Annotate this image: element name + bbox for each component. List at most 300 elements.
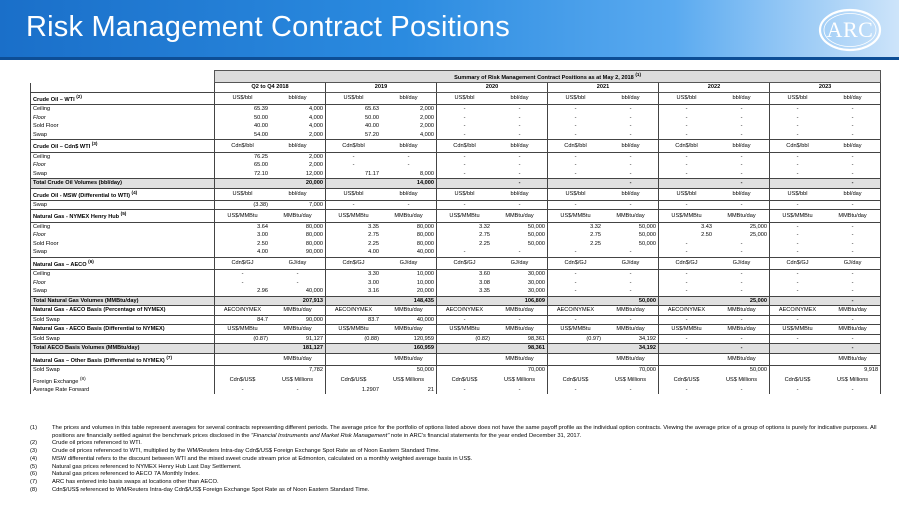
value-cell: - [270, 270, 326, 279]
footnote [30, 487, 880, 495]
footnote-text [52, 440, 880, 448]
unit-cell: GJ/day [825, 257, 881, 269]
footnote [30, 440, 880, 448]
unit-cell: MMBtu/day [270, 210, 326, 222]
value-cell: - [685, 279, 688, 286]
value-cell [770, 179, 826, 189]
value-cell: - [463, 249, 466, 256]
value-cell: - [270, 279, 326, 288]
row-label-text: Ceiling [33, 153, 51, 160]
row-label [31, 334, 215, 344]
value-cell: 3.08 [479, 279, 490, 286]
value-cell: 2,000 [270, 161, 326, 170]
unit-cell: US$/MMBtu [215, 325, 271, 335]
value-cell: - [492, 114, 548, 123]
row-label [31, 257, 215, 269]
value-cell: - [825, 334, 881, 344]
footnote-body: Cdn$/US$ referenced to WM/Reuters Intra-day Cdn$/US$ Foreign Exchange Spot Rate as of Noon Eastern Standard Time. [52, 486, 370, 493]
row-label [31, 152, 215, 161]
value-cell: - [603, 122, 659, 131]
value-cell: 2.25 [368, 240, 379, 247]
row-label-text: Floor [33, 232, 46, 239]
value-cell: 25,000 [714, 296, 770, 306]
value-cell: - [714, 179, 770, 189]
footnotes [30, 425, 880, 494]
unit-cell: bbl/day [714, 140, 770, 152]
value-cell: 50,000 [492, 231, 548, 240]
table-row [31, 344, 881, 354]
unit-cell: bbl/day [381, 92, 437, 104]
year-header: 2022 [659, 83, 770, 93]
table-row [31, 386, 881, 395]
value-cell: - [603, 200, 659, 210]
value-cell: 3.16 [368, 288, 379, 295]
value-cell: 40,000 [381, 248, 437, 257]
value-cell [437, 344, 493, 354]
value-cell: - [714, 344, 770, 354]
unit-cell [326, 353, 382, 365]
value-cell: 4.00 [257, 249, 268, 256]
footnote-body: Crude oil prices referenced to WTI, multiplied by the WM/Reuters Intra-day Cdn$/US$ Foreign Exchange Spot Rate as of Noon Eastern Standard Time. [52, 448, 441, 455]
unit-cell: MMBtu/day [492, 306, 548, 316]
unit-cell: US$/MMBtu [659, 210, 715, 222]
row-label-text: Total Natural Gas Volumes (MMBtu/day) [33, 297, 139, 304]
value-cell: - [270, 386, 326, 395]
value-cell: 40,000 [381, 315, 437, 325]
value-cell: 30,000 [492, 270, 548, 279]
row-label [31, 375, 215, 386]
unit-cell: GJ/day [603, 257, 659, 269]
unit-cell: US$ Millions [714, 375, 770, 386]
year-header: 2020 [437, 83, 548, 93]
value-cell: - [603, 131, 659, 140]
value-cell: - [685, 114, 688, 121]
value-cell: - [825, 114, 881, 123]
risk-management-table [30, 70, 881, 394]
row-label-text: Natural Gas - AECO Basis (Percentage of NYMEX) [33, 307, 166, 314]
value-cell: 30,000 [492, 287, 548, 296]
unit-cell: US$/MMBtu [770, 325, 826, 335]
unit-cell: US$/bbl [326, 92, 382, 104]
value-cell: 12,000 [270, 170, 326, 179]
value-cell: - [714, 287, 770, 296]
row-label [31, 366, 215, 375]
unit-cell: MMBtu/day [270, 306, 326, 316]
unit-cell [659, 353, 715, 365]
value-cell: 90,000 [270, 248, 326, 257]
value-cell: 148,435 [381, 296, 437, 306]
value-cell: 2.50 [257, 240, 268, 247]
footnote-text [52, 479, 880, 487]
table-row [31, 325, 881, 335]
value-cell: 98,361 [492, 334, 548, 344]
value-cell: - [685, 153, 688, 160]
value-cell: - [714, 315, 770, 325]
value-cell: - [574, 153, 577, 160]
value-cell: 2.25 [479, 240, 490, 247]
row-label-text: Crude Oil – Cdn$ WTI [33, 144, 91, 151]
value-cell: - [825, 240, 881, 249]
value-cell: - [603, 114, 659, 123]
table-row [31, 279, 881, 288]
value-cell: - [352, 153, 355, 160]
row-label [31, 161, 215, 170]
value-cell: - [381, 152, 437, 161]
value-cell: 4,000 [270, 114, 326, 123]
unit-cell: MMBtu/day [714, 325, 770, 335]
value-cell: - [492, 161, 548, 170]
value-cell: 10,000 [381, 279, 437, 288]
value-cell: - [825, 344, 881, 354]
value-cell: 71.17 [365, 170, 379, 177]
unit-cell: MMBtu/day [492, 353, 548, 365]
row-label [31, 353, 215, 365]
value-cell: 120,959 [381, 334, 437, 344]
unit-cell: US$ Millions [492, 375, 548, 386]
row-label [31, 140, 215, 152]
unit-cell: US$/MMBtu [215, 210, 271, 222]
unit-cell: bbl/day [381, 188, 437, 200]
unit-cell: MMBtu/day [714, 306, 770, 316]
row-label [31, 222, 215, 231]
row-label [31, 344, 215, 354]
value-cell [326, 179, 382, 189]
row-label-text: Swap [33, 288, 47, 295]
table-row [31, 248, 881, 257]
row-label-text: Crude Oil - MSW (Differential to WTI) [33, 192, 130, 199]
value-cell: 50,000 [492, 222, 548, 231]
summary-blank-cell [31, 71, 215, 83]
value-cell [215, 344, 271, 354]
footnote-ref: (7) [166, 354, 173, 360]
value-cell: - [463, 131, 466, 138]
value-cell [770, 344, 826, 354]
unit-cell: MMBtu/day [603, 353, 659, 365]
value-cell: - [796, 249, 799, 256]
value-cell: - [825, 386, 881, 395]
unit-cell: bbl/day [270, 92, 326, 104]
table-row [31, 315, 881, 325]
value-cell: - [796, 271, 799, 278]
row-label [31, 122, 215, 131]
row-label-text: Natural Gas – AECO [33, 261, 87, 268]
value-cell: - [241, 386, 244, 393]
value-cell: 20,000 [270, 179, 326, 189]
row-label-text: Ceiling [33, 223, 51, 230]
unit-cell: Cdn$/US$ [562, 376, 589, 383]
value-cell: - [463, 123, 466, 130]
value-cell: 2,000 [381, 122, 437, 131]
value-cell: 98,361 [492, 344, 548, 354]
unit-cell: AECO/NYMEX [437, 306, 493, 316]
value-cell: - [603, 179, 659, 189]
unit-cell: Cdn$/bbl [770, 140, 826, 152]
value-cell: 80,000 [270, 240, 326, 249]
value-cell: - [603, 170, 659, 179]
value-cell: 3.35 [368, 223, 379, 230]
value-cell: 3.00 [368, 279, 379, 286]
row-label-text: Swap [33, 201, 47, 208]
year-blank-cell [31, 83, 215, 93]
unit-cell: Cdn$/GJ [659, 257, 715, 269]
value-cell: 2,000 [381, 114, 437, 123]
row-label-text: Sold Floor [33, 240, 59, 247]
arc-logo [817, 6, 883, 54]
unit-cell: US$/bbl [548, 92, 604, 104]
value-cell: - [714, 170, 770, 179]
value-cell: - [574, 131, 577, 138]
summary-title-text: Summary of Risk Management Contract Positions as at May 2, 2018 [454, 74, 634, 81]
value-cell: - [825, 131, 881, 140]
value-cell: 7,782 [270, 366, 326, 375]
value-cell: - [463, 201, 466, 208]
value-cell: - [492, 179, 548, 189]
row-label [31, 287, 215, 296]
value-cell: 91,127 [270, 334, 326, 344]
row-label-text: Total Crude Oil Volumes (bbl/day) [33, 180, 122, 187]
footnote-text [52, 487, 880, 495]
row-label [31, 270, 215, 279]
value-cell: - [603, 161, 659, 170]
unit-cell: bbl/day [270, 188, 326, 200]
value-cell [437, 366, 493, 375]
value-cell: 2.50 [701, 232, 712, 239]
value-cell: 106,809 [492, 296, 548, 306]
table-row [31, 200, 881, 210]
value-cell: - [714, 270, 770, 279]
year-header: 2019 [326, 83, 437, 93]
unit-cell: GJ/day [381, 257, 437, 269]
unit-cell: Cdn$/GJ [437, 257, 493, 269]
value-cell: - [825, 152, 881, 161]
footnote-ref: (8) [79, 375, 86, 381]
value-cell: - [603, 152, 659, 161]
unit-cell: GJ/day [492, 257, 548, 269]
value-cell: - [685, 123, 688, 130]
row-label-text: Swap [33, 249, 47, 256]
unit-cell: bbl/day [492, 140, 548, 152]
footnote-number: (2) [30, 440, 38, 447]
value-cell: - [603, 248, 659, 257]
value-cell [548, 179, 604, 189]
value-cell: - [685, 240, 688, 247]
table-row [31, 287, 881, 296]
unit-cell: AECO/NYMEX [326, 306, 382, 316]
value-cell: - [796, 232, 799, 239]
value-cell: - [685, 106, 688, 113]
footnote [30, 471, 880, 479]
footnote [30, 456, 880, 464]
value-cell: - [574, 316, 577, 323]
value-cell: 40.00 [254, 123, 268, 130]
table-row [31, 306, 881, 316]
footnote-number: (5) [30, 463, 38, 470]
value-cell: - [574, 279, 577, 286]
value-cell: - [574, 249, 577, 256]
row-label-text: Ceiling [33, 106, 51, 113]
unit-cell: Cdn$/bbl [437, 140, 493, 152]
unit-cell: US$/bbl [215, 188, 271, 200]
row-label [31, 200, 215, 210]
unit-cell: MMBtu/day [603, 210, 659, 222]
value-cell [215, 179, 271, 189]
value-cell: 50,000 [603, 222, 659, 231]
footnote-number: (8) [30, 486, 38, 493]
row-label-text: Average Rate Forward [33, 386, 90, 393]
value-cell [215, 296, 271, 306]
value-cell [770, 296, 826, 306]
footnote-number: (4) [30, 455, 38, 462]
unit-cell: MMBtu/day [492, 325, 548, 335]
value-cell: - [714, 240, 770, 249]
row-label [31, 315, 215, 325]
year-header: 2021 [548, 83, 659, 93]
footnote-number: (7) [30, 478, 38, 485]
table-row [31, 257, 881, 269]
value-cell: - [685, 170, 688, 177]
value-cell: 181,127 [270, 344, 326, 354]
unit-cell: AECO/NYMEX [659, 306, 715, 316]
value-cell: 3.43 [701, 223, 712, 230]
value-cell: 50.00 [365, 114, 379, 121]
value-cell: - [685, 288, 688, 295]
unit-cell: MMBtu/day [381, 306, 437, 316]
value-cell: (0.97) [586, 335, 601, 342]
value-cell: - [825, 248, 881, 257]
value-cell: - [463, 153, 466, 160]
value-cell [326, 344, 382, 354]
value-cell: 160,959 [381, 344, 437, 354]
unit-cell: Cdn$/bbl [215, 140, 271, 152]
footnote-text [52, 471, 880, 479]
value-cell: - [574, 114, 577, 121]
value-cell: 14,000 [381, 179, 437, 189]
unit-cell: US$/MMBtu [548, 325, 604, 335]
unit-cell: bbl/day [714, 92, 770, 104]
unit-cell: bbl/day [603, 140, 659, 152]
row-label-text: Natural Gas – Other Basis (Differential to NYMEX) [33, 357, 165, 364]
value-cell: - [796, 279, 799, 286]
unit-cell: Cdn$/US$ [451, 376, 478, 383]
value-cell: 65.39 [254, 106, 268, 113]
value-cell: - [492, 386, 548, 395]
value-cell: - [492, 131, 548, 140]
value-cell: - [825, 231, 881, 240]
value-cell: - [796, 223, 799, 230]
value-cell: 3.00 [257, 232, 268, 239]
value-cell [437, 296, 493, 306]
value-cell [770, 366, 826, 375]
unit-cell: US$/bbl [215, 92, 271, 104]
footnote-ref: (4) [131, 189, 138, 195]
table-row [31, 270, 881, 279]
value-cell: - [574, 106, 577, 113]
value-cell: 65.00 [254, 162, 268, 169]
value-cell: - [714, 114, 770, 123]
unit-cell: MMBtu/day [270, 325, 326, 335]
value-cell: 3.30 [368, 271, 379, 278]
unit-cell: US$/bbl [437, 92, 493, 104]
row-label [31, 240, 215, 249]
table-row [31, 210, 881, 222]
value-cell [548, 344, 604, 354]
value-cell: - [714, 152, 770, 161]
footnote-body: Natural gas prices referenced to AECO 7A Monthly Index. [52, 471, 200, 478]
value-cell: (3.38) [253, 201, 268, 208]
value-cell: (0.87) [253, 335, 268, 342]
row-label-text: Floor [33, 162, 46, 169]
value-cell [659, 296, 715, 306]
row-label-text: Natural Gas - AECO Basis (Differential to NYMEX) [33, 326, 165, 333]
value-cell: - [574, 123, 577, 130]
slide-header [0, 0, 899, 60]
row-label-text: Ceiling [33, 271, 51, 278]
value-cell: - [603, 105, 659, 114]
value-cell: - [574, 288, 577, 295]
table-row [31, 170, 881, 179]
table-row [31, 92, 881, 104]
value-cell: - [796, 131, 799, 138]
unit-cell: US$/MMBtu [437, 210, 493, 222]
value-cell: - [492, 152, 548, 161]
value-cell: - [381, 200, 437, 210]
value-cell: - [685, 201, 688, 208]
unit-cell: Cdn$/bbl [548, 140, 604, 152]
value-cell: - [603, 386, 659, 395]
value-cell: 4,000 [270, 122, 326, 131]
unit-cell: bbl/day [492, 92, 548, 104]
value-cell: - [825, 200, 881, 210]
unit-cell: MMBtu/day [825, 325, 881, 335]
value-cell: 4,000 [270, 105, 326, 114]
footnote-text [52, 448, 880, 456]
value-cell: 2.75 [368, 232, 379, 239]
footnote-italic: "Financial Instruments and Market Risk Management" [251, 432, 390, 439]
value-cell: - [685, 386, 688, 393]
value-cell: - [714, 105, 770, 114]
value-cell: - [825, 161, 881, 170]
unit-cell: bbl/day [714, 188, 770, 200]
value-cell: 3.32 [479, 223, 490, 230]
row-label-text: Crude Oil – WTI [33, 96, 75, 103]
footnote-text [52, 464, 880, 472]
row-label [31, 296, 215, 306]
value-cell: 72.10 [254, 170, 268, 177]
value-cell: - [463, 114, 466, 121]
value-cell [215, 366, 271, 375]
page-title: Risk Management Contract Positions [26, 11, 510, 43]
value-cell: 2.96 [257, 288, 268, 295]
summary-header-row [31, 71, 881, 83]
value-cell: - [463, 106, 466, 113]
unit-cell: MMBtu/day [825, 306, 881, 316]
value-cell: - [492, 315, 548, 325]
row-label-text: Total AECO Basis Volumes (MMBtu/day) [33, 345, 140, 352]
value-cell: 90,000 [270, 315, 326, 325]
value-cell: - [603, 287, 659, 296]
row-label-text: Foreign Exchange [33, 378, 79, 385]
value-cell [437, 179, 493, 189]
row-label [31, 325, 215, 335]
value-cell: 50.00 [254, 114, 268, 121]
unit-cell: AECO/NYMEX [548, 306, 604, 316]
footnote [30, 425, 880, 440]
unit-cell: MMBtu/day [825, 353, 881, 365]
row-label-text: Sold Swap [33, 335, 60, 342]
value-cell: - [796, 114, 799, 121]
footnote-number: (1) [30, 425, 38, 431]
value-cell: - [796, 106, 799, 113]
